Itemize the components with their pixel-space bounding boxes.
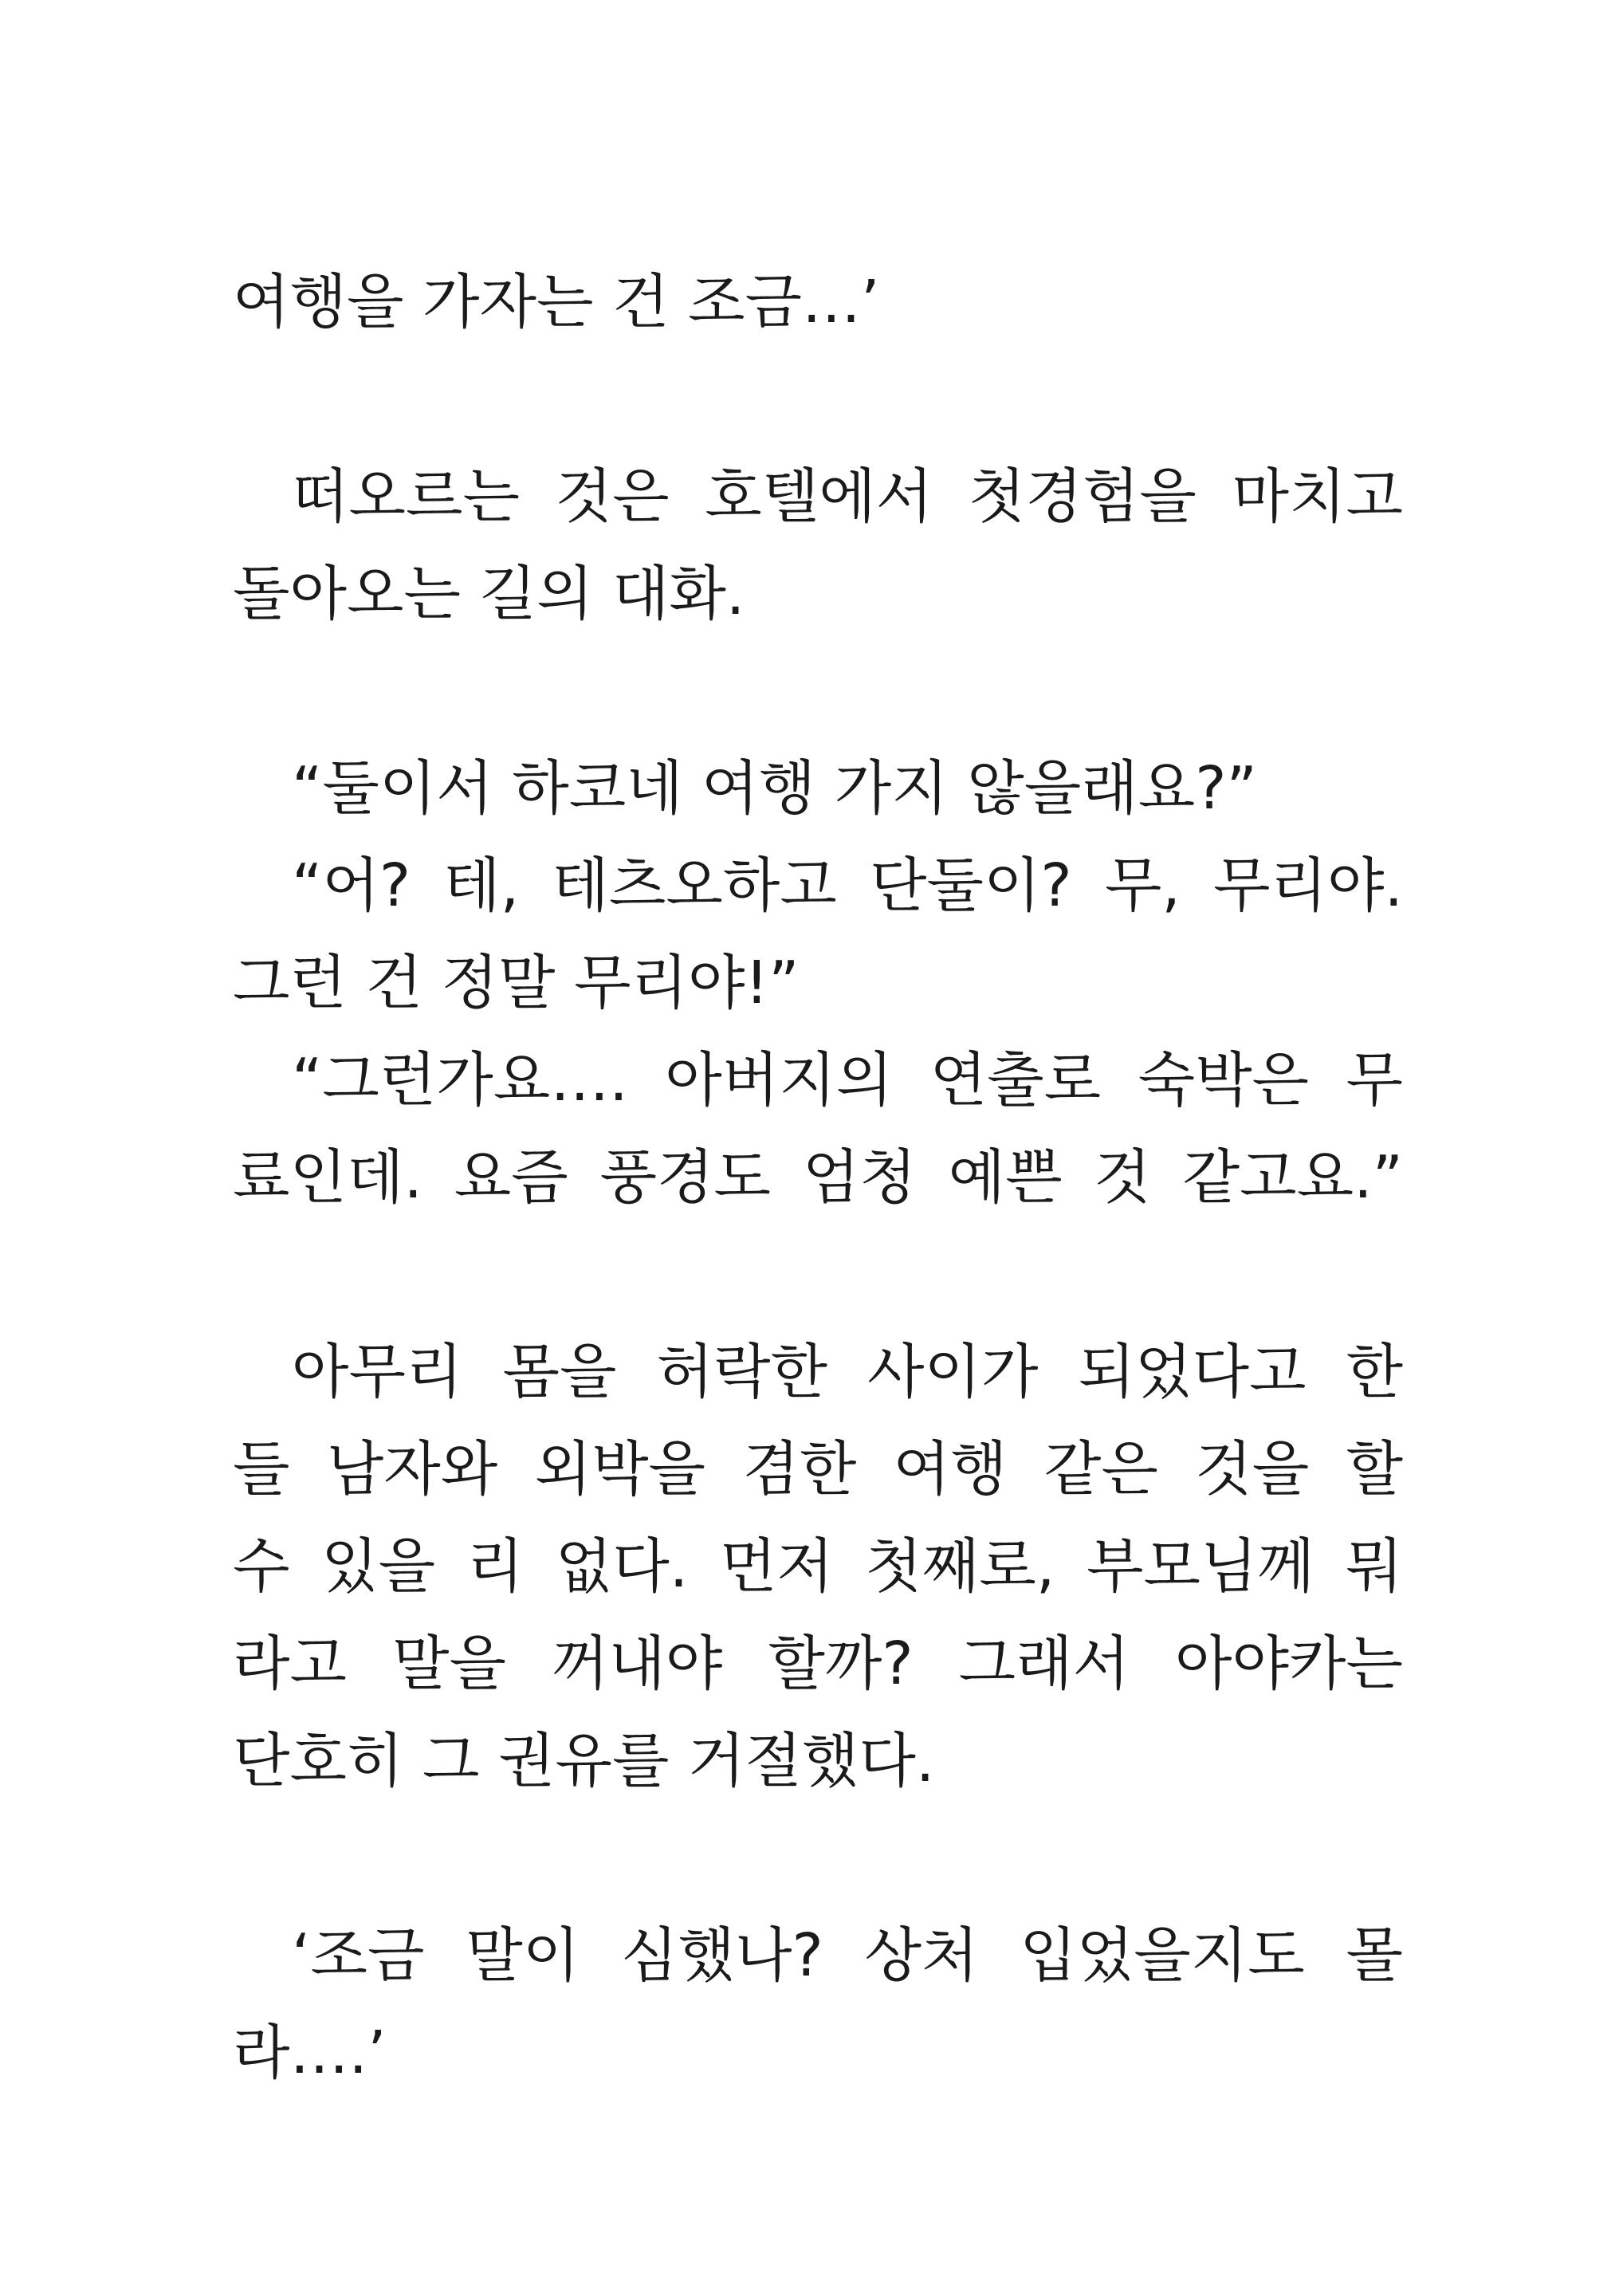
text-line: 들 남자와 외박을 겸한 여행 같은 것을 할 — [233, 1435, 1403, 1504]
text-line: 돌아오는 길의 대화. — [233, 560, 745, 628]
text-line: ‘조금 말이 심했나? 상처 입었을지도 몰 — [292, 1921, 1403, 1990]
body-text — [233, 254, 1403, 2101]
text-line: 료인데. 요즘 풍경도 엄청 예쁜 것 같고요.” — [233, 1143, 1403, 1212]
paragraph-spacer — [233, 643, 1403, 740]
text-line: 라….’ — [233, 2019, 387, 2087]
text-line: 수 있을 리 없다. 먼저 첫째로, 부모님께 뭐 — [233, 1532, 1403, 1601]
text-line: “그런가요…. 아버지의 연출로 숙박은 무 — [292, 1046, 1403, 1115]
text-line: “어? 테, 테츠오하고 단둘이? 무, 무리야. — [292, 851, 1403, 920]
paragraph-spacer — [233, 351, 1403, 448]
text-line: 떠오르는 것은 호텔에서 첫경험을 마치고 — [292, 462, 1403, 531]
paragraph-spacer — [233, 1810, 1403, 1907]
text-line: 그런 건 정말 무리야!” — [233, 949, 800, 1017]
paragraph-spacer — [233, 1226, 1403, 1323]
text-line: 여행을 가자는 건 조금…’ — [233, 268, 880, 336]
text-line: 아무리 몸을 허락한 사이가 되었다고 한 — [292, 1338, 1403, 1406]
text-line: “둘이서 하코네 여행 가지 않을래요?” — [292, 754, 1257, 823]
text-line: 라고 말을 꺼내야 할까? 그래서 아야카는 — [233, 1630, 1403, 1698]
text-line: 단호히 그 권유를 거절했다. — [233, 1727, 935, 1795]
